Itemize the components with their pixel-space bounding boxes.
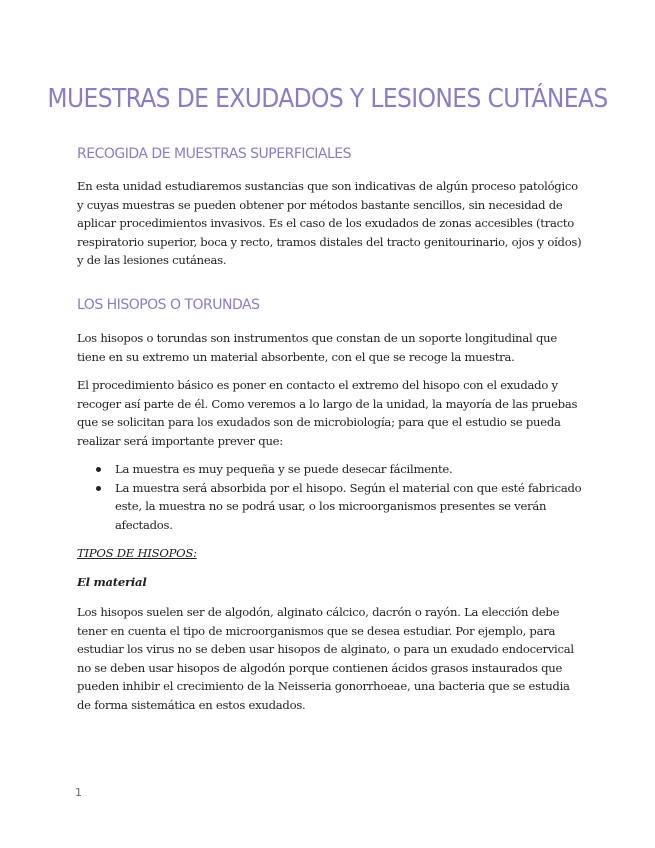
list-item [77, 460, 581, 479]
paragraph-line: tener en cuenta el tipo de microorganismos que se desea estudiar. Por ejemplo, para [77, 623, 556, 638]
section-heading-hisopos: LOS HISOPOS O TORUNDAS [77, 297, 260, 313]
paragraph-line: y de las lesiones cutáneas. [77, 253, 227, 267]
list-item-text: este, la muestra no se podrá usar, o los microorganismos presentes se verán [115, 499, 547, 513]
document-title: MUESTRAS DE EXUDADOS Y LESIONES CUTÁNEAS [47, 84, 608, 114]
list-item [77, 479, 581, 535]
list-item-text: La muestra es muy pequeña y se puede desecar fácilmente. [115, 462, 453, 476]
paragraph-line: que se solicitan para los exudados son de microbiología; para que el estudio se pueda [77, 415, 561, 429]
paragraph-hisopos-def [77, 329, 581, 366]
paragraph-line: estudiar los virus no se deben usar hisopos de alginato, o para un exudado endocervical [77, 642, 574, 656]
paragraph-line: tiene en su extremo un material absorbente, con el que se recoge la muestra. [77, 349, 515, 364]
subheading-tipos-hisopos: TIPOS DE HISOPOS: [77, 546, 197, 560]
paragraph-line: de forma sistemática en estos exudados. [77, 697, 306, 712]
bullet-list [77, 460, 581, 534]
paragraph-line: El procedimiento básico es poner en contacto el extremo del hisopo con el exudado y [77, 378, 558, 392]
paragraph-line: realizar será importante prever que: [77, 433, 283, 448]
list-item-text: La muestra será absorbida por el hisopo. Según el material con que esté fabricado [115, 480, 582, 495]
paragraph-line: no se deben usar hisopos de algodón porque contienen ácidos grasos instaurados que [77, 660, 563, 675]
paragraph-line: En esta unidad estudiaremos sustancias que son indicativas de algún proceso patológico [77, 179, 578, 193]
subheading-material: El material [77, 575, 147, 589]
paragraph-line: Los hisopos o torundas son instrumentos que constan de un soporte longitudinal que [77, 331, 557, 345]
paragraph-line: aplicar procedimientos invasivos. Es el caso de los exudados de zonas accesibles (tracto [77, 216, 575, 230]
list-item-text: afectados. [115, 517, 173, 532]
bullet-icon [96, 486, 101, 491]
paragraph-line: recoger así parte de él. Como veremos a lo largo de la unidad, la mayoría de las pruebas [77, 396, 578, 411]
section-heading-recogida: RECOGIDA DE MUESTRAS SUPERFICIALES [77, 146, 352, 162]
paragraph-line: pueden inhibir el crecimiento de la Neisseria gonorrhoeae, una bacteria que se estudia [77, 679, 570, 693]
paragraph-intro [77, 177, 581, 270]
paragraph-line: respiratorio superior, boca y recto, tramos distales del tracto genitourinario, ojos y oídos) [77, 234, 582, 249]
page-number: 1 [75, 786, 82, 799]
paragraph-line: Los hisopos suelen ser de algodón, alginato cálcico, dacrón o rayón. La elección debe [77, 605, 560, 619]
paragraph-procedimiento [77, 376, 581, 450]
bullet-icon [96, 467, 101, 472]
paragraph-material [77, 603, 581, 714]
paragraph-line: y cuyas muestras se pueden obtener por métodos bastante sencillos, sin necesidad de [77, 197, 563, 212]
